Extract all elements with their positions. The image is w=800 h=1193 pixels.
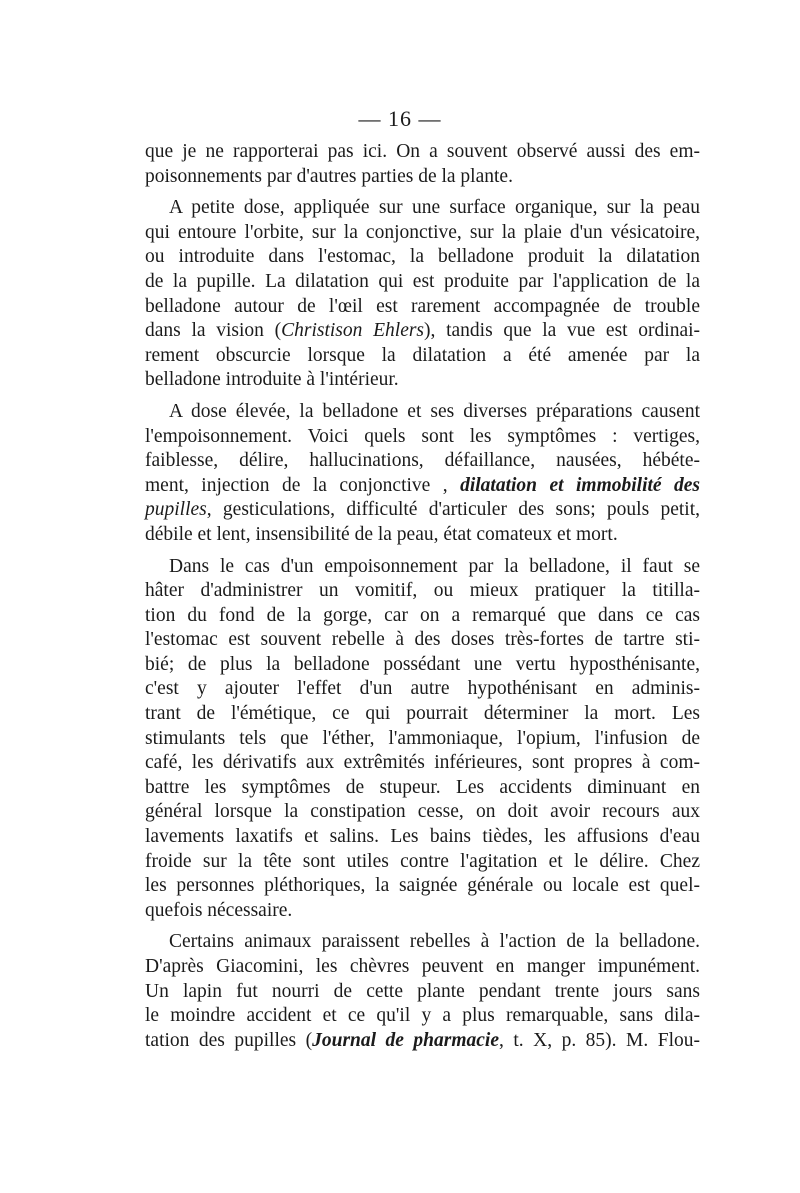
page-number: — 16 —: [358, 106, 442, 131]
text-line: café, les dérivatifs aux extrêmités inférieures, sont propres à com-: [145, 752, 700, 774]
text-line: l'estomac est souvent rebelle à des doses très-fortes de tartre sti-: [145, 629, 700, 651]
text-fragment: , gesticulations, difficulté d'articuler des sons; pouls petit,: [206, 499, 700, 521]
text-line: que je ne rapporterai pas ici. On a souvent observé aussi des em-: [145, 141, 700, 162]
text-line: D'après Giacomini, les chèvres peuvent en manger impunément.: [145, 956, 700, 977]
paragraph-5: [145, 930, 700, 1053]
text-line: Dans le cas d'un empoisonnement par la belladone, il faut se: [169, 555, 700, 577]
text-line: poisonnements par d'autres parties de la plante.: [145, 165, 513, 187]
text-line: trant de l'émétique, ce qui pourrait déterminer la mort. Les: [145, 703, 700, 725]
paragraph-3: [145, 400, 700, 548]
text-line: tion du fond de la gorge, car on a remarqué que dans ce cas: [145, 604, 700, 626]
text-line: belladone autour de l'œil est rarement accompagnée de trouble: [145, 295, 700, 317]
text-line: Un lapin fut nourri de cette plante pendant trente jours sans: [145, 980, 700, 1002]
text-fragment: ), tandis que la vue est ordinai-: [424, 320, 701, 342]
text-fragment: ment, injection de la conjonctive ,: [145, 474, 448, 496]
text-line: ou introduite dans l'estomac, la belladone produit la dilatation: [145, 246, 700, 268]
text-line: de la pupille. La dilatation qui est produite par l'application de la: [145, 270, 700, 292]
body-text: [145, 140, 700, 1053]
text-fragment: dans la vision (: [145, 320, 282, 342]
paragraph-1: [145, 140, 700, 189]
text-line: bié; de plus la belladone possédant une vertu hyposthénisante,: [145, 653, 700, 675]
text-line: général lorsque la constipation cesse, on doit avoir recours aux: [145, 801, 700, 823]
text-line: rement obscurcie lorsque la dilatation a été amenée par la: [145, 344, 700, 366]
citation-author: Christison Ehlers: [281, 320, 425, 342]
text-line: froide sur la tête sont utiles contre l'agitation et le délire. Chez: [145, 850, 700, 872]
journal-title: Journal de pharmacie: [312, 1029, 499, 1051]
text-line: l'empoisonnement. Voici quels sont les symptômes : vertiges,: [145, 425, 700, 447]
text-line: battre les symptômes de stupeur. Les accidents diminuant en: [145, 776, 700, 798]
text-line: quefois nécessaire.: [145, 899, 293, 921]
emphasis-text: dilatation et immobilité des: [460, 474, 701, 496]
paragraph-4: [145, 555, 700, 924]
text-line: A petite dose, appliquée sur une surface organique, sur la peau: [169, 197, 700, 219]
text-line: stimulants tels que l'éther, l'ammoniaque, l'opium, l'infusion de: [145, 727, 700, 749]
text-line: [145, 474, 700, 499]
text-line: [145, 498, 700, 523]
text-line: le moindre accident et ce qu'il y a plus remarquable, sans dila-: [145, 1005, 700, 1027]
paragraph-2: [145, 196, 700, 393]
text-line: les personnes pléthoriques, la saignée générale ou locale est quel-: [145, 875, 700, 897]
text-line: qui entoure l'orbite, sur la conjonctive, sur la plaie d'un vésicatoire,: [145, 221, 700, 243]
text-line: hâter d'administrer un vomitif, ou mieux pratiquer la titilla-: [145, 580, 700, 602]
text-line: lavements laxatifs et salins. Les bains tièdes, les affusions d'eau: [145, 826, 700, 848]
text-line: [145, 1029, 700, 1054]
text-line: [145, 319, 700, 344]
text-line: A dose élevée, la belladone et ses diverses préparations causent: [169, 400, 700, 422]
emphasis-text: pupilles: [145, 499, 207, 521]
text-line: belladone introduite à l'intérieur.: [145, 369, 399, 391]
text-line: faiblesse, délire, hallucinations, défaillance, nausées, hébéte-: [145, 450, 700, 472]
text-line: Certains animaux paraissent rebelles à l'action de la belladone.: [169, 931, 700, 953]
text-line: débile et lent, insensibilité de la peau, état comateux et mort.: [145, 523, 618, 545]
text-line: c'est y ajouter l'effet d'un autre hypothénisant en adminis-: [145, 678, 700, 700]
text-fragment: , t. X, p. 85). M. Flou-: [499, 1029, 700, 1051]
text-fragment: tation des pupilles (: [145, 1029, 313, 1051]
